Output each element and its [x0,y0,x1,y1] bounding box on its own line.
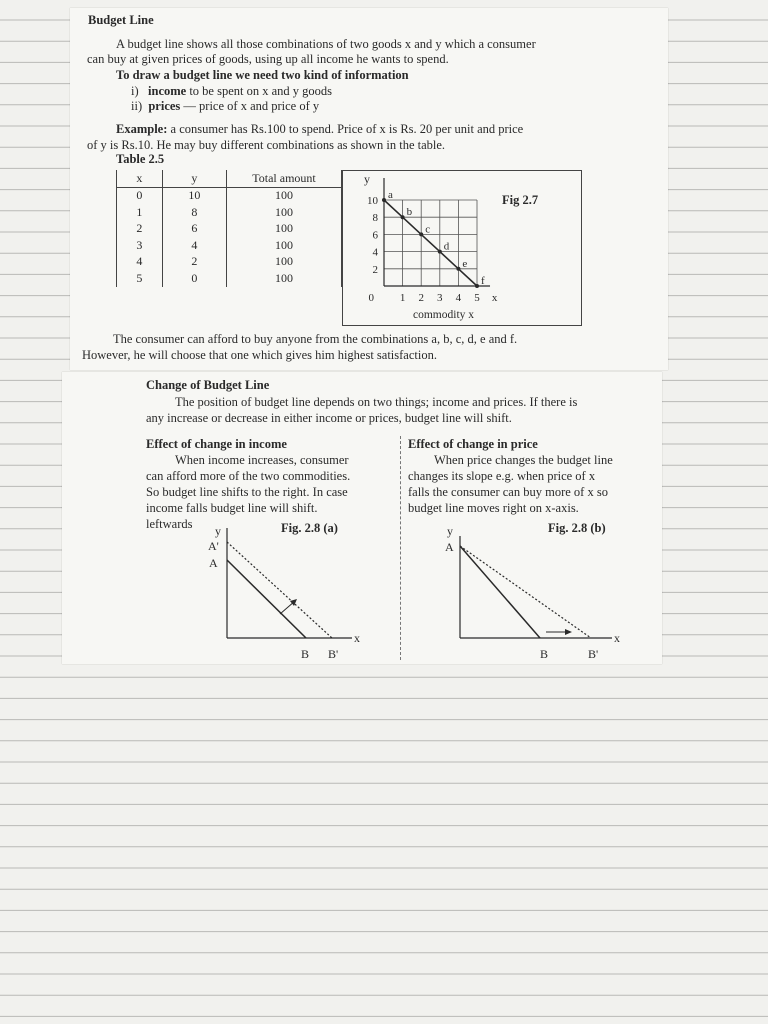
table-cell: 100 [227,221,342,238]
income-effect-line-4: income falls budget line will shift. [146,501,318,515]
fig28a-b-prime-label: B' [328,647,339,660]
table-cell: 5 [117,270,163,287]
table-cell: 4 [117,254,163,271]
x-tick-label: 4 [455,292,462,304]
x-tick-label: 2 [418,292,424,304]
example-text: a consumer has Rs.100 to spend. Price of x is Rs. 20 per unit and price [170,122,524,136]
list-bold: income [148,84,187,98]
x-axis-label: commodity x [413,309,475,321]
point-label: b [406,206,413,219]
x-axis-letter: x [491,292,498,304]
table-cell: 100 [227,237,342,254]
list-bold: prices [148,99,181,113]
table-cell: 0 [162,270,226,287]
income-effect-line-2: can afford more of the two commodities. [146,469,351,483]
afford-line-1: The consumer can afford to buy anyone from the combinations a, b, c, d, e and f. [113,332,518,346]
intro-line-1: A budget line shows all those combinations of two goods x and y which a consumer [116,37,536,51]
table-cell: 2 [117,221,163,238]
fig28a-x-label: x [354,631,360,645]
table-cell: 100 [227,270,342,287]
example-label: Example: [116,122,168,136]
fig28b-title: Fig. 2.8 (b) [548,521,606,535]
list-item-prices [131,99,319,114]
income-effect-heading: Effect of change in income [146,437,287,451]
point-label: a [388,189,393,201]
data-point [438,250,442,254]
data-point [382,198,386,202]
change-line-1: The position of budget line depends on two things; income and prices. If there is [175,395,578,409]
y-tick-label: 8 [372,212,378,225]
price-effect-line-3: falls the consumer can buy more of x so [408,485,608,499]
budget-line-chart [342,170,582,326]
table-cell: 8 [162,204,226,221]
table-row [117,221,342,238]
data-point [475,284,479,288]
table-row [117,204,342,221]
income-effect-line-5: leftwards [146,517,193,531]
fig28b-arrow-head [565,629,572,635]
fig28a-a-prime-label: A' [208,539,219,553]
table-cell: 100 [227,204,342,221]
afford-line-2: However, he will choose that one which gives him highest satisfaction. [82,348,437,362]
data-point [456,267,460,271]
point-label: d [443,240,450,253]
point-label: c [425,223,431,236]
price-effect-line-4: budget line moves right on x-axis. [408,501,579,515]
fig28b-a-label: A [445,540,454,554]
fig28a-a-label: A [209,556,218,570]
data-point [419,232,423,236]
fig28a-original-line [227,560,306,638]
fig28b-x-label: x [614,631,620,645]
table-header-cell: x [117,170,163,187]
x-tick-label: 1 [399,292,406,304]
table-row [117,254,342,271]
list-number: i) [131,84,139,98]
draw-heading: To draw a budget line we need two kind of information [116,68,409,82]
y-tick-label: 4 [372,246,378,259]
table-cell: 100 [227,254,342,271]
y-axis-label: y [364,172,370,186]
intro-line-2: can buy at given prices of goods, using up all income he wants to spend. [87,52,449,66]
table-caption: Table 2.5 [116,152,165,166]
price-effect-line-2: changes its slope e.g. when price of x [408,469,596,483]
fig28a-shifted-line [227,542,332,638]
point-label: e [462,257,468,270]
x-tick-label: 5 [474,292,480,304]
fig28b-y-label: y [447,524,453,538]
budget-line-series [384,200,477,286]
price-effect-heading: Effect of change in price [408,437,538,451]
fig28b-rotated-line [460,546,591,638]
table-cell: 4 [162,237,226,254]
price-shift-diagram [436,516,636,660]
price-effect-line-1: When price changes the budget line [434,453,613,467]
x-tick-label: 3 [437,292,443,304]
chart-title: Fig 2.7 [502,193,539,207]
fig28a-y-label: y [215,524,221,538]
income-effect-line-3: So budget line shifts to the right. In case [146,485,348,499]
table-cell: 1 [117,204,163,221]
fig28b-original-line [460,546,540,638]
list-text: to be spent on x and y goods [189,84,333,98]
example-line-1 [116,122,523,137]
table-row [117,270,342,287]
fig28a-b-label: B [301,647,310,660]
table-row [117,237,342,254]
list-item-income [131,84,332,99]
column-divider [400,436,401,660]
income-effect-line-1: When income increases, consumer [175,453,349,467]
budget-line-title: Budget Line [88,13,154,27]
combination-table [116,170,342,287]
table-cell: 3 [117,237,163,254]
table-header-cell: y [162,170,226,187]
change-line-2: any increase or decrease in either income or prices, budget line will shift. [146,411,512,425]
y-tick-label: 10 [367,195,378,207]
table-row [117,187,342,204]
y-tick-label: 6 [372,229,378,242]
income-shift-diagram [200,516,376,660]
table-cell: 6 [162,221,226,238]
list-number: ii) [131,99,143,113]
list-text: — price of x and price of y [183,99,320,113]
table-cell: 10 [162,187,226,204]
point-label: f [481,275,485,287]
fig28b-b-prime-label: B' [588,647,599,660]
table-header-cell: Total amount [227,170,342,187]
table-cell: 2 [162,254,226,271]
origin-label: 0 [368,292,374,304]
y-tick-label: 2 [372,263,378,276]
chart-frame [343,171,582,326]
table-cell: 100 [227,187,342,204]
fig28b-b-label: B [540,647,549,660]
change-heading: Change of Budget Line [146,378,270,392]
example-line-2: of y is Rs.10. He may buy different combinations as shown in the table. [87,138,446,152]
fig28a-title: Fig. 2.8 (a) [281,521,338,535]
table-cell: 0 [117,187,163,204]
data-point [401,215,405,219]
